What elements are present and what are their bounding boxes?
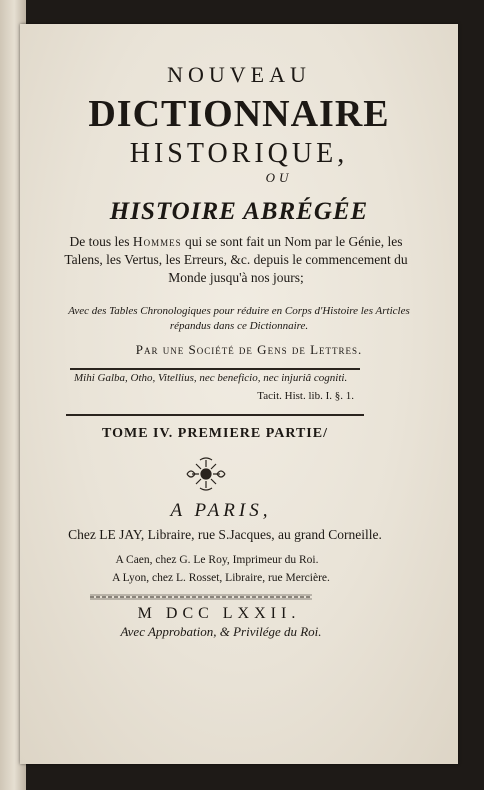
title-page (20, 24, 458, 764)
printer-ornament-icon (183, 456, 229, 492)
avec-tables-text: Avec des Tables Chronologiques pour réduire en Corps d'Histoire les Articles répandus dans ce Dictionnaire. (68, 305, 410, 332)
imprint-approbation: Avec Approbation, & Privilége du Roi. (120, 624, 322, 639)
tome-label: TOME IV. PREMIERE PARTIE/ (102, 426, 328, 441)
title-ou: OU (265, 170, 293, 185)
epigraph-bottom-rule (66, 414, 364, 416)
description-part2: qui se sont fait un Nom par le Génie, les Talens, les Vertus, les Erreurs, &c. depuis le commencement du Monde jusqu'à nos jours; (64, 234, 408, 285)
description-part1: De tous les (69, 234, 133, 249)
imprint-chez: Chez LE JAY, Libraire, rue S.Jacques, au grand Corneille. (68, 527, 382, 542)
description-hommes: Hommes (132, 234, 182, 249)
epigraph-top-rule (70, 368, 360, 370)
description-paragraph (52, 233, 420, 287)
title-line-4: HISTOIRE ABRÉGÉE (109, 198, 369, 225)
imprint-lyon: A Lyon, chez L. Rosset, Libraire, rue Mercière. (112, 572, 330, 584)
imprint-caen: A Caen, chez G. Le Roy, Imprimeur du Roi. (115, 554, 319, 566)
epigraph-quote: Mihi Galba, Otho, Vitellius, nec beneficio, nec injuriâ cogniti. (74, 372, 348, 384)
epigraph-source: Tacit. Hist. lib. I. §. 1. (257, 390, 354, 402)
title-line-1: NOUVEAU (167, 62, 311, 87)
ornamental-rule (90, 594, 312, 600)
title-line-3: HISTORIQUE, (129, 138, 349, 169)
par-societe-text: Par une Société de Gens de Lettres. (135, 342, 363, 357)
imprint-city: A PARIS, (170, 500, 272, 521)
imprint-date: M DCC LXXII. (137, 605, 301, 622)
title-line-2: DICTIONNAIRE (88, 93, 390, 135)
